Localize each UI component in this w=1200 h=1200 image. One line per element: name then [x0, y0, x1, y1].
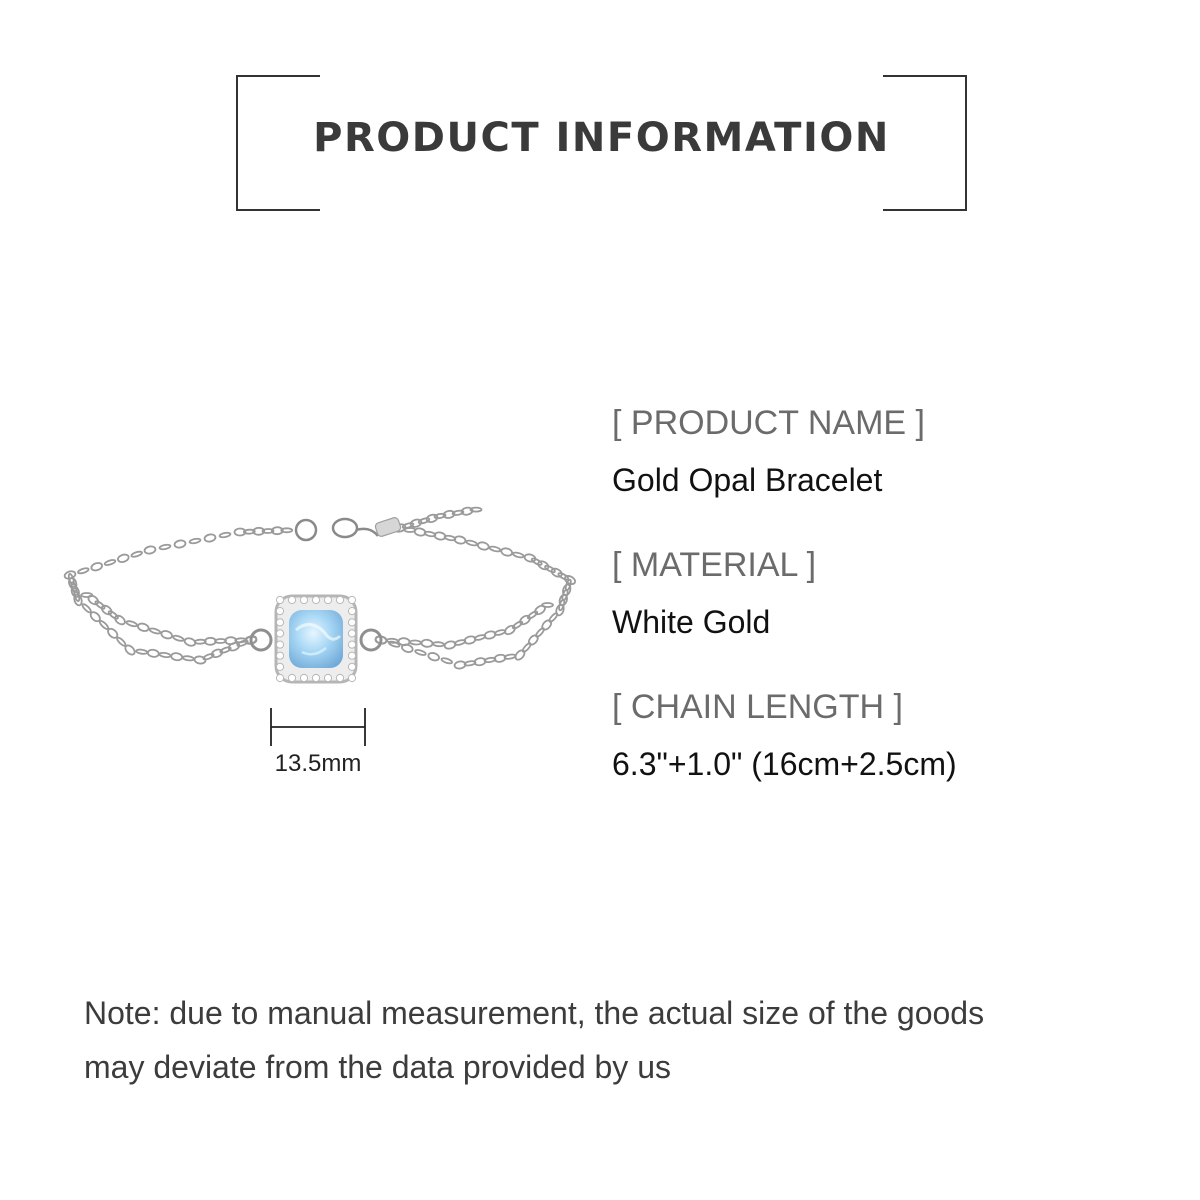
halo-stone [324, 596, 331, 603]
halo-stone [312, 596, 319, 603]
spec-material [612, 548, 816, 638]
halo-stone [324, 674, 331, 681]
title-frame [236, 75, 967, 211]
spec-heading: [ MATERIAL ] [612, 546, 817, 584]
halo-stone [276, 608, 283, 615]
halo-stone [276, 630, 283, 637]
halo-stone [348, 619, 355, 626]
note-line: Note: due to manual measurement, the actual size of the goods [84, 995, 985, 1031]
halo-stone [336, 596, 343, 603]
halo-stone [348, 652, 355, 659]
spec-value: Gold Opal Bracelet [612, 462, 883, 498]
frame-top-left-border [236, 75, 320, 77]
halo-stone [348, 674, 355, 681]
halo-stone [348, 596, 355, 603]
spec-chain-length [612, 690, 957, 780]
spec-heading: [ CHAIN LENGTH ] [612, 688, 903, 726]
end-tag [374, 517, 401, 538]
halo-stone [348, 641, 355, 648]
halo-stone [348, 630, 355, 637]
dimension-marker [271, 708, 365, 746]
halo-stone [348, 663, 355, 670]
halo-stone [276, 619, 283, 626]
clasp [296, 519, 378, 540]
halo-stone [276, 652, 283, 659]
halo-stone [300, 596, 307, 603]
note-line: may deviate from the data provided by us [84, 1049, 671, 1085]
left-jump-ring [251, 630, 271, 650]
halo-stone [276, 596, 283, 603]
frame-top-right-border [883, 75, 967, 77]
halo-stone [300, 674, 307, 681]
frame-bottom-right-border [883, 209, 967, 211]
halo-stone [276, 641, 283, 648]
halo-stone [312, 674, 319, 681]
page-title: PRODUCT INFORMATION [313, 115, 890, 161]
halo-stone [276, 663, 283, 670]
spec-heading: [ PRODUCT NAME ] [612, 404, 925, 442]
measurement-note [84, 986, 1164, 1094]
dimension-label: 13.5mm [274, 750, 362, 777]
halo-stone [336, 674, 343, 681]
spec-value: White Gold [612, 604, 771, 640]
frame-bottom-left-border [236, 209, 320, 211]
spec-product-name [612, 406, 925, 496]
halo-stone [348, 608, 355, 615]
right-jump-ring [361, 630, 381, 650]
halo-stone [288, 674, 295, 681]
halo-stone [288, 596, 295, 603]
halo-stone [276, 674, 283, 681]
spec-value: 6.3"+1.0" (16cm+2.5cm) [612, 746, 957, 782]
